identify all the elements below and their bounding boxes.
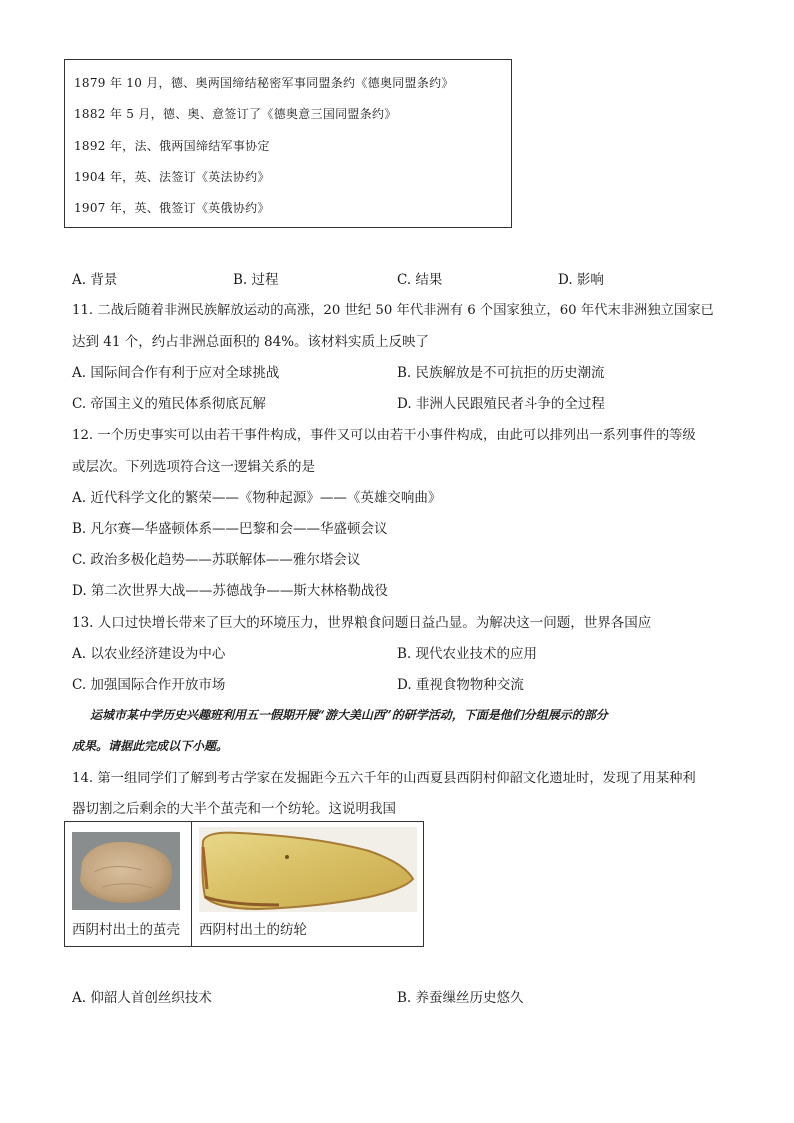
group-intro-line2: 成果。请据此完成以下小题。 [72, 739, 229, 753]
q12-option-b: B. 凡尔赛—华盛顿体系——巴黎和会——华盛顿会议 [72, 521, 388, 537]
q14-stem-line1: 14. 第一组同学们了解到考古学家在发掘距今五六千年的山西夏县西阴村仰韶文化遗址时，发现了用某种利 [72, 771, 696, 786]
q13-option-a: A. 以农业经济建设为中心 [72, 646, 226, 662]
group-intro-line1: 运城市某中学历史兴趣班利用五一假期开展“游大美山西”的研学活动，下面是他们分组展示的部分 [90, 708, 608, 722]
spindle-caption: 西阴村出土的纺轮 [199, 922, 307, 938]
q11-option-a: A. 国际间合作有利于应对全球挑战 [72, 365, 280, 381]
q11-option-d: D. 非洲人民跟殖民者斗争的全过程 [397, 396, 605, 412]
artifact-image-table [64, 821, 424, 947]
q12-option-a: A. 近代科学文化的繁荣——《物种起源》——《英雄交响曲》 [72, 490, 442, 506]
timeline-entry: 1892 年，法、俄两国缔结军事协定 [74, 139, 270, 153]
timeline-entry: 1879 年 10 月，德、奥两国缔结秘密军事同盟条约《德奥同盟条约》 [74, 76, 454, 90]
q11-option-b: B. 民族解放是不可抗拒的历史潮流 [397, 365, 605, 381]
q11-stem-line2: 达到 41 个，约占非洲总面积的 84%。该材料实质上反映了 [72, 334, 430, 350]
q10-option-a: A. 背景 [72, 272, 118, 288]
q12-option-c: C. 政治多极化趋势——苏联解体——雅尔塔会议 [72, 552, 361, 568]
q10-option-c: C. 结果 [397, 272, 443, 288]
timeline-table [64, 59, 512, 228]
q14-stem-line2: 器切割之后剩余的大半个茧壳和一个纺轮。这说明我国 [72, 801, 396, 817]
timeline-entry: 1904 年，英、法签订《英法协约》 [74, 170, 270, 184]
q12-stem-line2: 或层次。下列选项符合这一逻辑关系的是 [72, 459, 315, 475]
q14-option-a: A. 仰韶人首创丝织技术 [72, 990, 212, 1006]
cocoon-caption: 西阴村出土的茧壳 [72, 922, 180, 938]
q13-option-d: D. 重视食物物种交流 [397, 677, 524, 693]
q10-option-d: D. 影响 [558, 272, 604, 288]
q13-option-c: C. 加强国际合作开放市场 [72, 677, 226, 693]
q13-stem: 13. 人口过快增长带来了巨大的环境压力，世界粮食问题日益凸显。为解决这一问题，世界各国应 [72, 615, 652, 631]
q10-option-b: B. 过程 [233, 272, 279, 288]
q13-option-b: B. 现代农业技术的应用 [397, 646, 538, 662]
spindle-whorl-image [199, 827, 417, 912]
q14-option-b: B. 养蚕缫丝历史悠久 [397, 990, 524, 1006]
q11-option-c: C. 帝国主义的殖民体系彻底瓦解 [72, 396, 266, 412]
timeline-entry: 1882 年 5 月，德、奥、意签订了《德奥意三国同盟条约》 [74, 107, 397, 121]
q11-stem-line1: 11. 二战后随着非洲民族解放运动的高涨，20 世纪 50 年代非洲有 6 个国家独立，60 年代末非洲独立国家已 [72, 303, 714, 318]
table-divider [191, 822, 192, 946]
cocoon-image [72, 832, 180, 910]
q12-stem-line1: 12. 一个历史事实可以由若干事件构成，事件又可以由若干小事件构成，由此可以排列出一系列事件的等级 [72, 428, 696, 443]
q12-option-d: D. 第二次世界大战——苏德战争——斯大林格勒战役 [72, 583, 388, 599]
timeline-entry: 1907 年，英、俄签订《英俄协约》 [74, 201, 270, 215]
